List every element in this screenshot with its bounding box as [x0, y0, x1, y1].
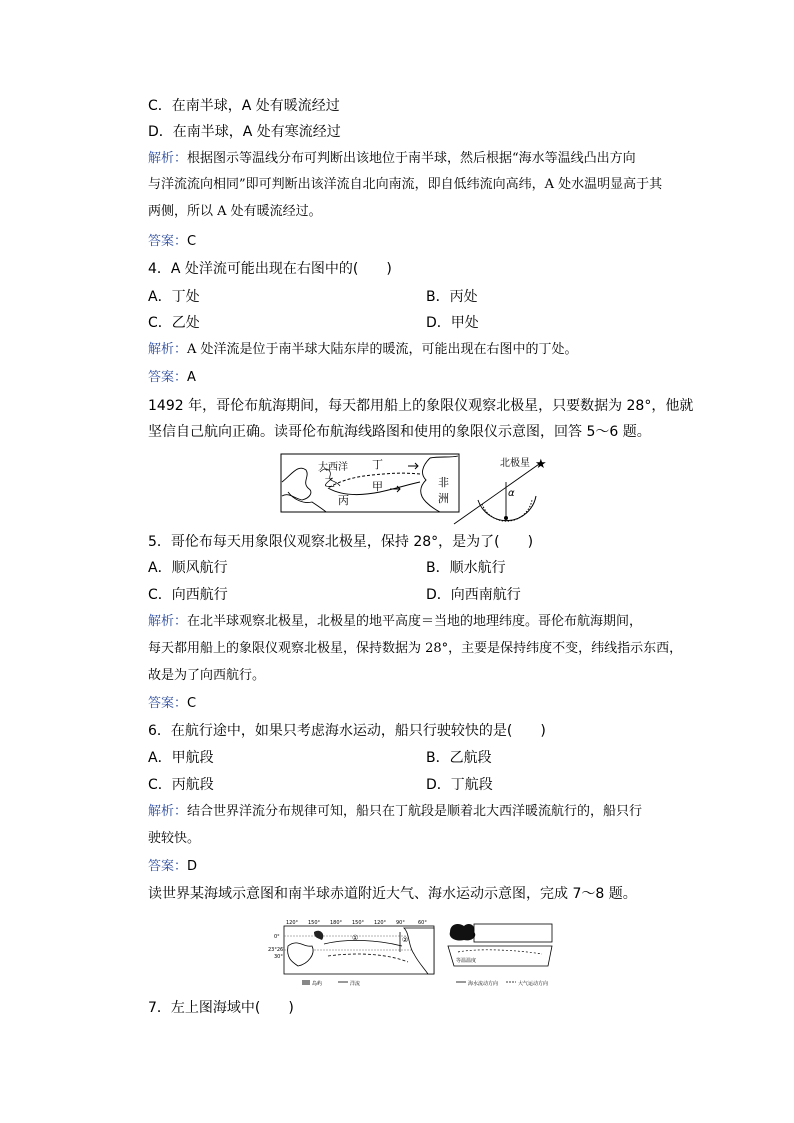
q5-explanation-label: 解析： [148, 614, 188, 629]
q7-stem: 7．左上图海域中( ) [148, 1000, 294, 1016]
q6-explanation-line-2: 驶较快。 [148, 831, 201, 846]
lat-label-1: 0° [274, 934, 280, 940]
q3-answer [148, 232, 196, 252]
q4-answer-label: 答案： [148, 370, 188, 385]
label-africa-1: 非 [438, 476, 449, 489]
q4-explanation-label: 解析： [148, 342, 188, 357]
q5-option-c: C．向西航行 [148, 587, 228, 603]
q4-option-d: D．甲处 [426, 315, 479, 331]
lon-label-1: 120° [286, 920, 299, 926]
lon-label-2: 150° [308, 920, 321, 926]
lon-label-6: 90° [396, 920, 405, 926]
intro-5-6-line-1: 1492 年，哥伦布航海期间，每天都用船上的象限仪观察北极星，只要数据为 28°，他就 [148, 398, 694, 414]
legend-current-label: 洋流 [350, 981, 361, 987]
q3-option-c: C．在南半球，A 处有暖流经过 [148, 98, 340, 114]
q3-explanation-line-3: 两侧，所以 A 处有暖流经过。 [148, 204, 322, 219]
q6-explanation-line-1: 解析：结合世界洋流分布规律可知，船只在丁航段是顺着北大西洋暖流航行的，船只行 [148, 804, 643, 819]
lon-label-5: 120° [374, 920, 387, 926]
q3-explanation-line-2: 与洋流流向相同”即可判断出该洋流自北向南流，即自低纬流向高纬，A 处水温明显高于其 [148, 177, 663, 192]
q6-stem: 6．在航行途中，如果只考虑海水运动，船只行驶较快的是( ) [148, 723, 546, 739]
columbus-figure [280, 452, 550, 530]
lon-label-4: 150° [352, 920, 365, 926]
q6-answer-value: D [187, 859, 198, 874]
q5-explanation-line-3: 故是为了向西航行。 [148, 668, 266, 683]
q5-answer-label: 答案： [148, 696, 188, 711]
q5-option-d: D．向西南航行 [426, 587, 521, 603]
polaris-star-icon: ★ [535, 457, 547, 472]
lon-label-7: 60° [418, 920, 427, 926]
cloud-icon [450, 924, 476, 941]
q4-option-b: B．丙处 [426, 289, 478, 305]
label-atlantic: 大西洋 [318, 462, 348, 473]
q6-answer-label: 答案： [148, 859, 188, 874]
circulation-loop [474, 924, 552, 942]
plumb-bob [504, 516, 508, 520]
q5-option-b: B．顺水航行 [426, 560, 506, 576]
q5-explanation-line-2: 每天都用船上的象限仪观察北极星，保持数据为 28°，主要是保持纬度不变，纬线指示东西， [148, 641, 683, 656]
q3-option-d: D．在南半球，A 处有寒流经过 [148, 124, 341, 140]
label-bing: 丙 [338, 494, 349, 507]
q4-answer [148, 368, 196, 388]
q6-explanation-label: 解析： [148, 804, 188, 819]
q3-explanation-line-1: 解析：根据图示等温线分布可判断出该地位于南半球，然后根据“海水等温线凸出方向 [148, 151, 636, 166]
circle-label-1: ① [352, 934, 359, 942]
legend-island-swatch [302, 980, 310, 985]
label-jia: 甲 [372, 480, 383, 493]
label-polaris: 北极星 [500, 458, 530, 469]
q4-stem: 4．A 处洋流可能出现在右图中的( ) [148, 261, 392, 277]
q3-answer-label: 答案： [148, 234, 188, 249]
ocean-temp-label: 等温温度 [456, 958, 477, 964]
circle-label-2: ② [402, 936, 409, 944]
q3-explanation-label: 解析： [148, 151, 188, 166]
sightline [454, 462, 542, 524]
columbus-figure-svg [280, 452, 550, 530]
route-map-frame [281, 454, 459, 512]
label-alpha: α [508, 488, 515, 499]
intro-5-6-line-2: 坚信自己航向正确。读哥伦布航海线路图和使用的象限仪示意图，回答 5～6 题。 [148, 424, 651, 440]
q6-option-b: B．乙航段 [426, 750, 492, 766]
intro-7-8: 读世界某海域示意图和南半球赤道附近大气、海水运动示意图，完成 7～8 题。 [148, 886, 637, 902]
q4-option-c: C．乙处 [148, 315, 200, 331]
sea-figure [268, 918, 560, 992]
q5-explanation-line-1: 解析：在北半球观察北极星，北极星的地平高度＝当地的地理纬度。哥伦布航海期间， [148, 614, 643, 629]
q5-answer-value: C [187, 696, 197, 711]
q6-option-d: D．丁航段 [426, 777, 493, 793]
label-ding: 丁 [372, 458, 383, 471]
label-africa-2: 洲 [438, 492, 449, 505]
q5-answer [148, 694, 196, 714]
q5-stem: 5．哥伦布每天用象限仪观察北极星，保持 28°，是为了( ) [148, 534, 534, 550]
sea-figure-svg [268, 918, 560, 992]
q6-option-c: C．丙航段 [148, 777, 214, 793]
q6-answer [148, 857, 197, 877]
legend-sea-flow-label: 海水流动方向 [468, 981, 499, 987]
lon-label-3: 180° [330, 920, 343, 926]
label-yi: 乙 [324, 476, 335, 489]
q6-option-a: A．甲航段 [148, 750, 214, 766]
legend-air-flow-label: 大气运动方向 [518, 981, 549, 987]
lat-label-3: 30° [274, 954, 283, 960]
q4-answer-value: A [187, 370, 196, 385]
legend-island-label: 岛屿 [312, 981, 323, 987]
q3-answer-value: C [187, 234, 197, 249]
q4-explanation: 解析：A 处洋流是位于南半球大陆东岸的暖流，可能出现在右图中的丁处。 [148, 342, 578, 357]
q4-option-a: A．丁处 [148, 289, 200, 305]
lat-label-2: 23°26′ [268, 947, 285, 953]
q5-option-a: A．顺风航行 [148, 560, 228, 576]
